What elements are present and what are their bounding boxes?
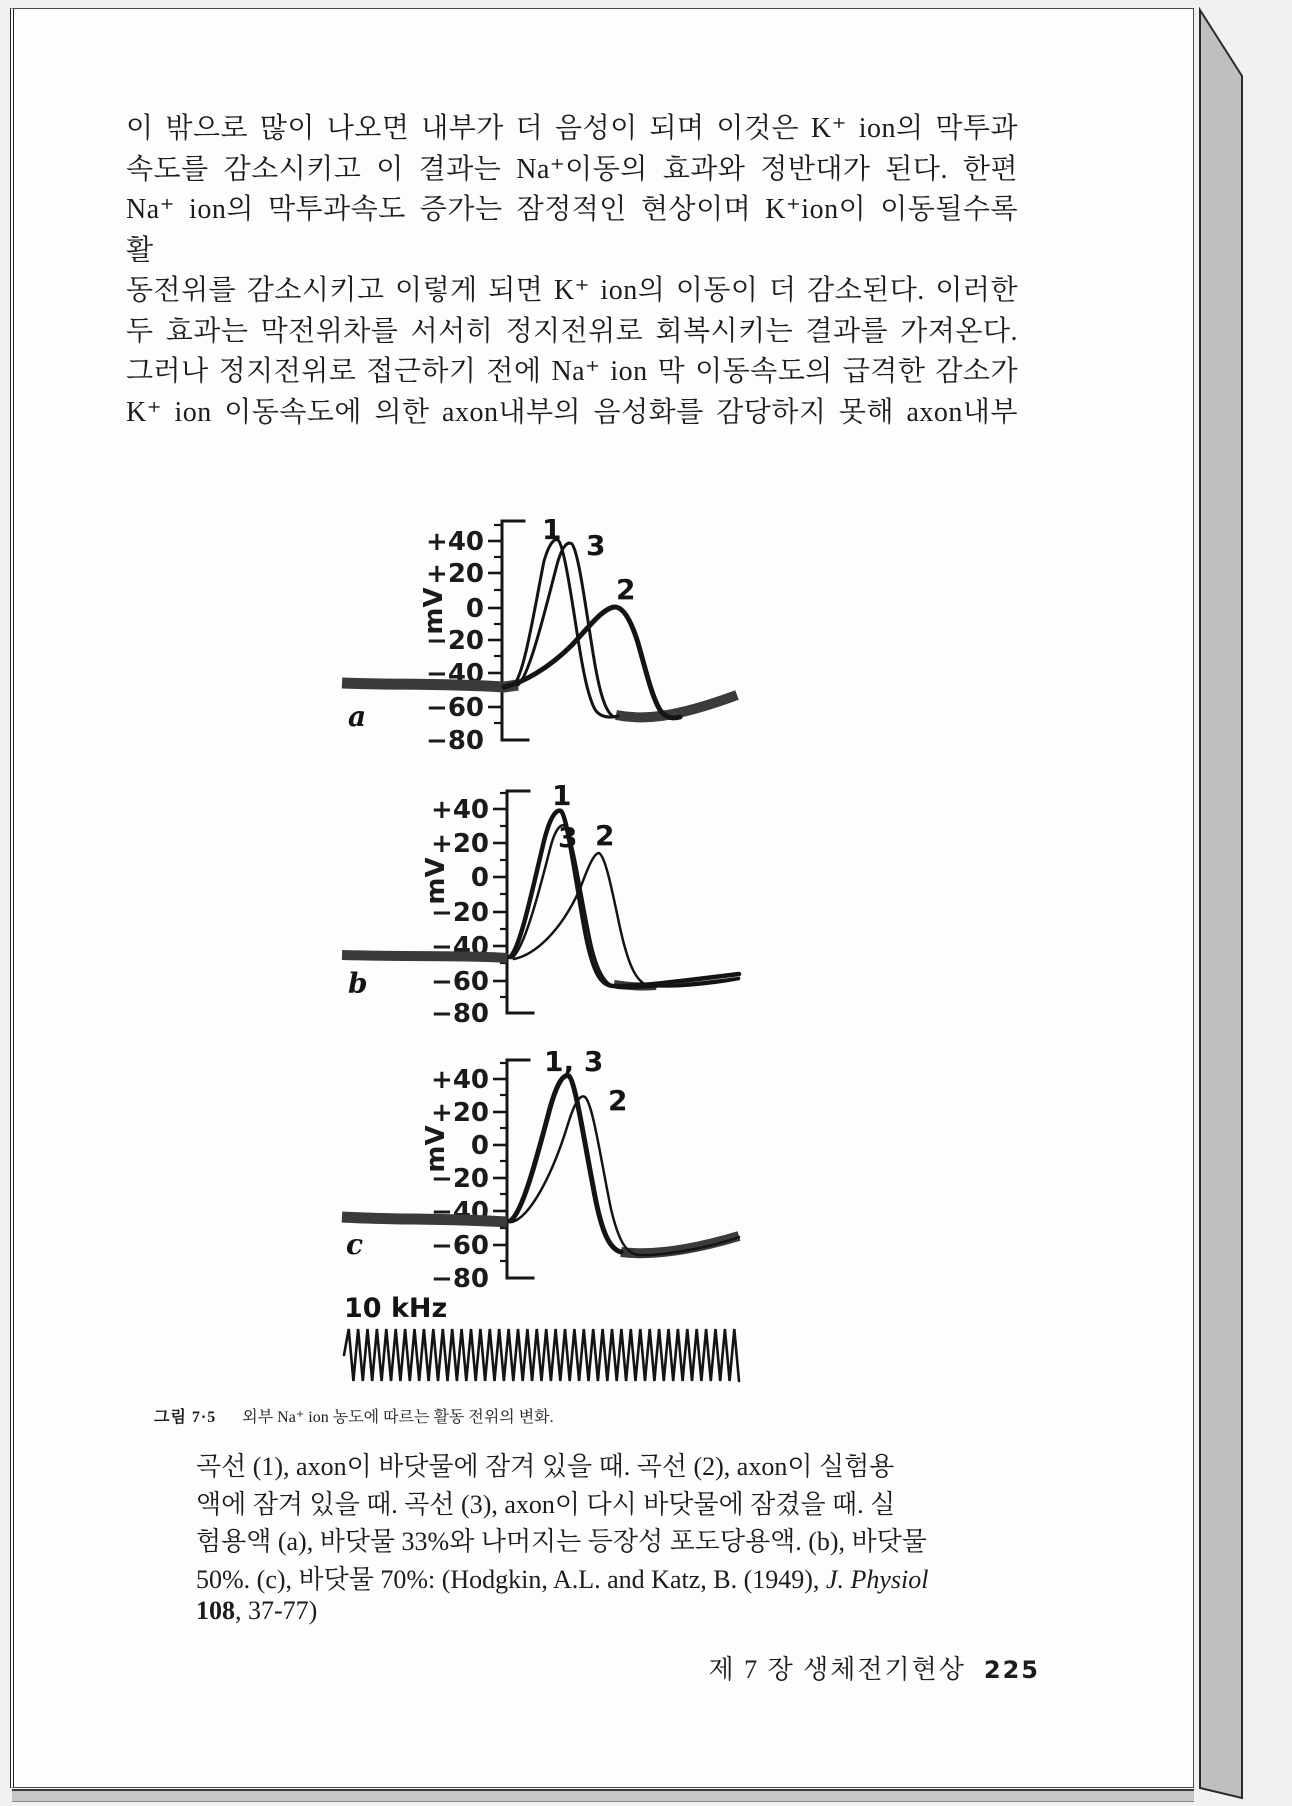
paragraph-line: 속도를 감소시키고 이 결과는 Na⁺이동의 효과와 정반대가 된다. 한편 — [126, 153, 1018, 185]
book-edge-bottom — [12, 1789, 1194, 1802]
y-axis-label: mV — [421, 1125, 451, 1173]
tick-label: −80 — [426, 726, 484, 756]
caption-line: 액에 잠겨 있을 때. 곡선 (3), axon이 다시 바닷물에 잠겼을 때. 실 — [196, 1490, 896, 1519]
caption-citation: 50%. (c), 바닷물 70%: (Hodgkin, A.L. and Katz, B. (1949), — [196, 1565, 826, 1594]
page-number: 225 — [983, 1656, 1040, 1684]
tick-label: 0 — [470, 863, 489, 893]
tick-label: −20 — [431, 898, 489, 928]
tick-label: +40 — [431, 1065, 489, 1095]
journal-name: J. Physiol — [825, 1565, 929, 1594]
panel-letter-c: c — [346, 1228, 364, 1261]
timing-wave-path — [344, 1329, 739, 1381]
y-axis-ticks — [493, 1063, 507, 1261]
tick-label: −40 — [431, 932, 489, 962]
body-paragraph — [126, 109, 1018, 433]
book-page — [10, 8, 1194, 1788]
y-axis-ticks — [493, 793, 507, 997]
curve-1-3-label: 1, 3 — [544, 1046, 604, 1078]
curve-1-3 — [510, 1076, 621, 1252]
curve-1 — [514, 540, 618, 718]
tick-label: −40 — [426, 659, 484, 689]
paragraph-line: K⁺ ion 이동속도에 의한 axon내부의 음성화를 감당하지 못해 axon내부 — [126, 396, 1018, 428]
curve-3 — [512, 825, 739, 988]
paragraph-line: 이 밖으로 많이 나오면 내부가 더 음성이 되며 이것은 K⁺ ion의 막투과 — [126, 113, 1018, 144]
figure-caption-title — [154, 1404, 1014, 1427]
paragraph-line: 두 효과는 막전위차를 서서히 정지전위로 회복시키는 결과를 가져온다. — [126, 315, 1018, 347]
y-axis-label: mV — [419, 587, 449, 635]
curve-1 — [510, 811, 739, 986]
caption-line: 곡선 (1), axon이 바닷물에 잠겨 있을 때. 곡선 (2), axon이 실험용 — [196, 1452, 895, 1481]
chapter-title: 제 7 장 생체전기현상 — [708, 1655, 966, 1684]
tick-label: 0 — [470, 1131, 489, 1161]
tick-label: −20 — [431, 1164, 489, 1194]
figure-panel-b — [292, 781, 744, 1029]
journal-volume: 108 — [196, 1596, 235, 1625]
curve-2-label: 2 — [595, 819, 615, 852]
journal-pages: , 37-77) — [235, 1596, 318, 1625]
y-axis-ticks — [488, 525, 502, 723]
paragraph-line: Na⁺ ion의 막투과속도 증가는 잠정적인 현상이며 K⁺ion이 이동될수록 활 — [126, 194, 1018, 266]
caption-line — [196, 1559, 996, 1596]
figure-panel-a — [292, 511, 744, 756]
tick-label: −40 — [431, 1197, 489, 1227]
timing-wave-panel — [292, 1289, 747, 1394]
paragraph-line: 그러나 정지전위로 접근하기 전에 Na⁺ ion 막 이동속도의 급격한 감소가 — [126, 356, 1018, 387]
tick-label: −20 — [426, 626, 484, 656]
tick-label: −80 — [431, 999, 489, 1029]
caption-line: 험용액 (a), 바닷물 33%와 나머지는 등장성 포도당용액. (b), 바닷물 — [196, 1527, 927, 1556]
page-footer — [614, 1649, 1040, 1686]
figure-title: 외부 Na⁺ ion 농도에 따르는 활동 전위의 변화. — [242, 1409, 554, 1426]
curve-2-label: 2 — [608, 1084, 628, 1117]
tick-label: +40 — [431, 795, 489, 825]
tick-label: +20 — [426, 559, 484, 589]
curve-3-label: 3 — [586, 529, 606, 562]
curve-1-label: 1 — [552, 781, 572, 812]
figure-panel-c — [292, 1046, 744, 1294]
tick-label: −60 — [431, 967, 489, 997]
curve-3-label: 3 — [558, 821, 578, 854]
paragraph-line: 동전위를 감소시키고 이렇게 되면 K⁺ ion의 이동이 더 감소된다. 이러한 — [126, 275, 1018, 306]
tick-label: +20 — [431, 829, 489, 859]
curve-1-label: 1 — [542, 513, 562, 546]
tick-label: −60 — [431, 1231, 489, 1261]
panel-letter-b: b — [348, 967, 368, 1000]
resting-potential-band — [342, 1217, 507, 1222]
curve-2-label: 2 — [616, 573, 636, 606]
tick-label: 0 — [465, 594, 484, 624]
tick-label: −80 — [431, 1264, 489, 1294]
panel-letter-a: a — [348, 700, 367, 733]
resting-potential-band — [342, 955, 507, 958]
resting-potential-band — [342, 683, 518, 687]
tick-label: −60 — [426, 693, 484, 723]
y-axis-label: mV — [421, 857, 451, 905]
caption-line — [196, 1596, 996, 1626]
figure-number: 그림 7·5 — [154, 1409, 217, 1426]
timing-wave-label: 10 kHz — [344, 1293, 448, 1324]
book-edge-right — [1190, 4, 1250, 1806]
recovery-band — [616, 695, 737, 717]
tick-label: +20 — [431, 1098, 489, 1128]
curve-2 — [514, 853, 739, 986]
tick-label: +40 — [426, 527, 484, 557]
